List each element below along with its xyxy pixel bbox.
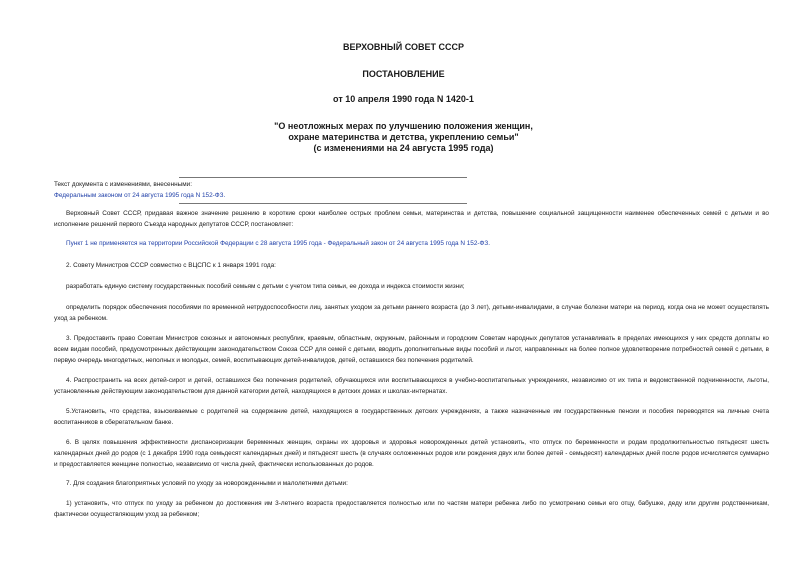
paragraph-6: 6. В целях повышения эффективности диспансеризации беременных женщин, охраны их здоровья и здоровья новорожденных детей установить, что отпуск по беременности и родам продолжительностью пятьдесят шесть календарных дней до родов (с 1 декабря 1990 года семьдесят календарных дней) и пятьдесят шесть (в случаях осложненных родов или рождения двух или более детей - семьдесят) календарных дней после родов исчисляется суммарно и предоставляется женщине полностью, независимо от числа дней, фактически использованных до родов.	[54, 439, 769, 468]
paragraph-1-note-link[interactable]: Пункт 1 не применяется на территории Российской Федерации с 28 августа 1995 года - Федеральный закон от 24 августа 1995 года N 152-ФЗ.	[66, 240, 491, 247]
paragraph-5: 5.Установить, что средства, взыскиваемые с родителей на содержание детей, находящихся в государственных детских учреждениях, а также назначенные им государственные пенсии и пособия переводятся на личные счета воспитанников в сберегательном банке.	[54, 408, 769, 426]
paragraph-2: 2. Совету Министров СССР совместно с ВЦСПС к 1 января 1991 года:	[66, 262, 276, 269]
title-line: (с изменениями на 24 августа 1995 года)	[313, 143, 494, 153]
title-line: "О неотложных мерах по улучшению положения женщин,	[274, 121, 533, 131]
paragraph-2b: определить порядок обеспечения пособиями по временной нетрудоспособности лиц, занятых уходом за детьми раннего возраста (до 3 лет), детьми-инвалидами, в случае болезни матери на период, когда она не может осуществлять уход за ребенком.	[54, 304, 769, 322]
divider-top	[179, 177, 467, 178]
changes-link[interactable]: Федеральным законом от 24 августа 1995 года N 152-ФЗ.	[54, 192, 226, 199]
paragraph-4: 4. Распространить на всех детей-сирот и детей, оставшихся без попечения родителей, обучающихся или воспитывающихся в учебно-воспитательных учреждениях, независимо от их типа и ведомственной подчиненности, льготы, установленные действующим законодательством для данной категории детей, находящихся в детских домах и школах-интернатах.	[54, 377, 769, 395]
paragraph-3: 3. Предоставить право Советам Министров союзных и автономных республик, краевым, областным, окружным, районным и городским Советам народных депутатов устанавливать в пределах имеющихся у них средств доплаты ко всем видам пособий, предусмотренных действующим законодательством Союза ССР для семей с детьми, вводить дополнительные виды пособий и льгот, направленных на более полное удовлетворение потребностей семей с детьми, в первую очередь многодетных, неполных и молодых, семей, воспитывающих детей-инвалидов, детей, оставшихся без попечения родителей.	[54, 335, 769, 364]
date-number: от 10 апреля 1990 года N 1420-1	[333, 94, 474, 104]
changes-intro: Текст документа с изменениями, внесенными:	[54, 181, 192, 188]
paragraph-7: 7. Для создания благоприятных условий по уходу за новорожденными и малолетними детьми:	[66, 480, 348, 487]
document-type: ПОСТАНОВЛЕНИЕ	[362, 69, 445, 79]
document-title	[150, 121, 657, 154]
preamble-paragraph: Верховный Совет СССР, придавая важное значение решению в короткие сроки наиболее острых проблем семьи, материнства и детства, повышение социальной защищенности наименее обеспеченных семей с детьми и во исполнение решений первого Съезда народных депутатов СССР, постановляет:	[54, 210, 769, 228]
title-line: охране материнства и детства, укреплению семьи"	[288, 132, 519, 142]
paragraph-7-1: 1) установить, что отпуск по уходу за ребенком до достижения им 3-летнего возраста предоставляется полностью или по частям матери ребенка либо по усмотрению семьи его отцу, бабушке, деду или другим родственникам, фактически осуществляющим уход за ребенком;	[54, 500, 769, 518]
divider-bottom	[179, 203, 467, 204]
council-heading: ВЕРХОВНЫЙ СОВЕТ СССР	[343, 42, 464, 52]
paragraph-2a: разработать единую систему государственных пособий семьям с детьми с учетом типа семьи, ее дохода и индекса стоимости жизни;	[66, 283, 465, 290]
